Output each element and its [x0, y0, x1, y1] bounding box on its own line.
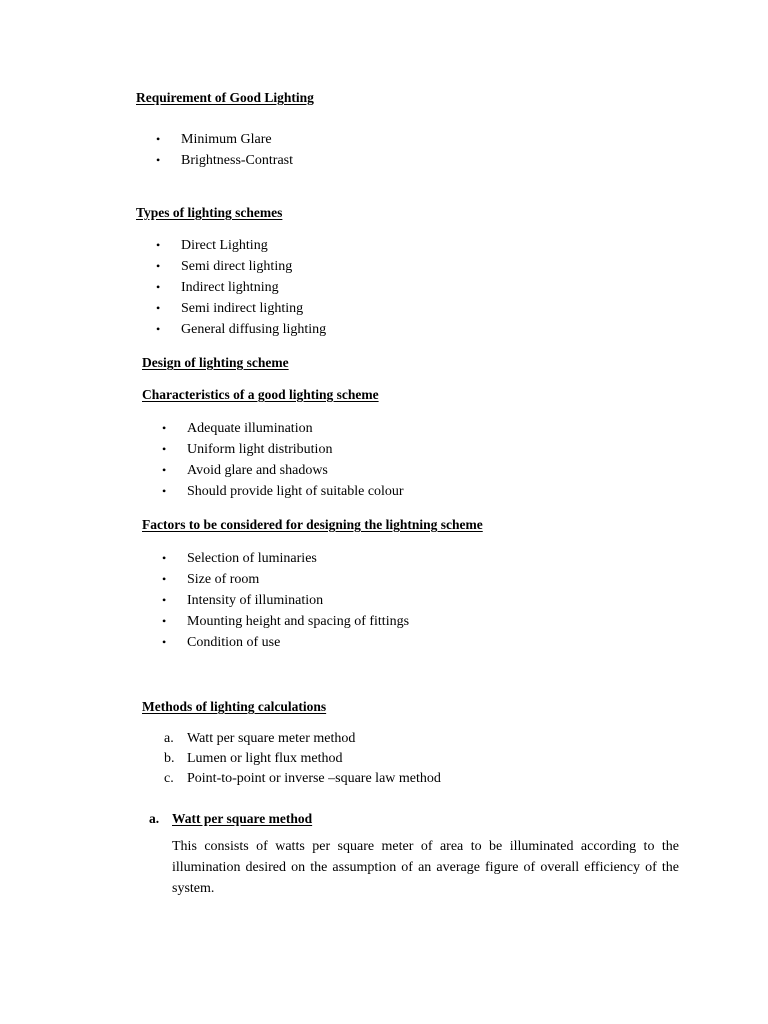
list-marker: a. — [164, 731, 174, 746]
bullet-icon: • — [156, 301, 161, 315]
list-item: • Selection of luminaries — [187, 548, 409, 569]
list-item: • Adequate illumination — [187, 418, 404, 439]
list-item: • Uniform light distribution — [187, 439, 404, 460]
bullet-icon: • — [162, 635, 167, 649]
list-item: b. Lumen or light flux method — [187, 749, 441, 769]
heading-watt-method-label: Watt per square method — [172, 811, 313, 826]
list-factors — [162, 548, 410, 653]
list-item: • Should provide light of suitable colour — [187, 481, 404, 502]
list-good-lighting — [156, 129, 293, 171]
list-methods — [164, 729, 441, 789]
list-item: • Brightness-Contrast — [181, 150, 293, 171]
list-marker: c. — [164, 771, 174, 786]
bullet-icon: • — [162, 442, 167, 456]
bullet-icon: • — [156, 132, 161, 146]
list-marker: a. — [149, 811, 160, 826]
bullet-icon: • — [156, 153, 161, 167]
list-item: • Semi indirect lighting — [181, 298, 326, 319]
list-item: • General diffusing lighting — [181, 319, 326, 340]
list-marker: b. — [164, 751, 175, 766]
bullet-icon: • — [156, 322, 161, 336]
heading-characteristics: Characteristics of a good lighting scheme — [142, 387, 379, 402]
heading-lighting-schemes: Types of lighting schemes — [136, 205, 283, 220]
bullet-icon: • — [162, 572, 167, 586]
bullet-icon: • — [162, 593, 167, 607]
list-item: • Direct Lighting — [181, 235, 326, 256]
bullet-icon: • — [162, 421, 167, 435]
list-item: • Mounting height and spacing of fittings — [187, 611, 409, 632]
bullet-icon: • — [162, 484, 167, 498]
list-item: • Avoid glare and shadows — [187, 460, 404, 481]
bullet-icon: • — [162, 551, 167, 565]
list-item: • Semi direct lighting — [181, 256, 326, 277]
list-item: a. Watt per square meter method — [187, 729, 441, 749]
bullet-icon: • — [162, 463, 167, 477]
list-lighting-schemes — [156, 235, 327, 340]
heading-watt-method — [149, 811, 312, 827]
list-item: c. Point-to-point or inverse –square law method — [187, 769, 441, 789]
heading-good-lighting: Requirement of Good Lighting — [136, 90, 314, 105]
heading-methods: Methods of lighting calculations — [142, 699, 327, 714]
bullet-icon: • — [156, 259, 161, 273]
bullet-icon: • — [156, 280, 161, 294]
list-item: • Condition of use — [187, 632, 409, 653]
bullet-icon: • — [162, 614, 167, 628]
list-item: • Size of room — [187, 569, 409, 590]
watt-method-paragraph: This consists of watts per square meter of area to be illuminated according to the illumination desired on the assumption of an average figure of overall efficiency of the system. — [172, 839, 679, 896]
list-item: • Intensity of illumination — [187, 590, 409, 611]
heading-factors: Factors to be considered for designing the lightning scheme — [142, 517, 483, 532]
list-item: • Indirect lightning — [181, 277, 326, 298]
list-item: • Minimum Glare — [181, 129, 293, 150]
list-characteristics — [162, 418, 404, 502]
heading-design: Design of lighting scheme — [142, 355, 289, 370]
bullet-icon: • — [156, 238, 161, 252]
